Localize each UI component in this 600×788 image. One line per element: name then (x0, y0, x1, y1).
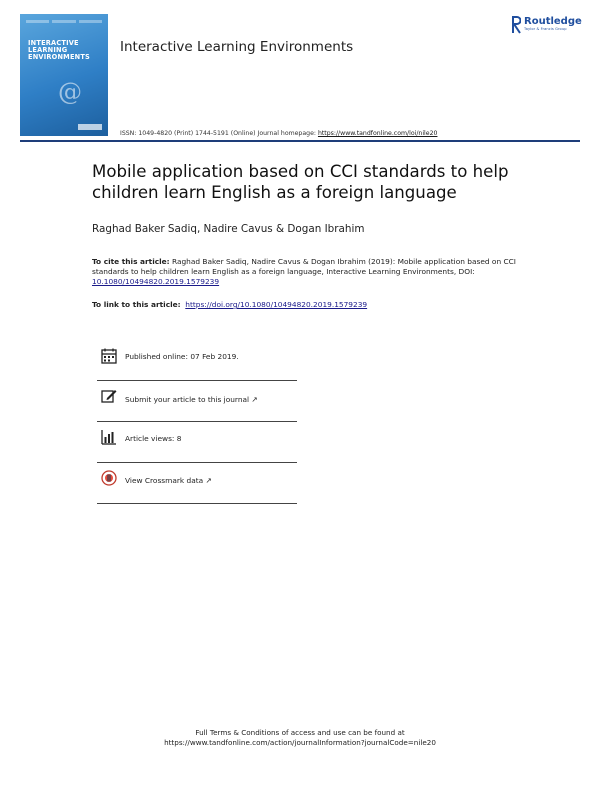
external-link-icon: ↗ (205, 476, 212, 485)
calendar-icon (101, 348, 117, 364)
divider (97, 421, 297, 422)
journal-title: Interactive Learning Environments (120, 39, 354, 55)
published-date: Published online: 07 Feb 2019. (125, 352, 239, 361)
footer-terms: Full Terms & Conditions of access and use can be found at https://www.tandfonline.com/action/journalInformation?journalCode=nile20 (0, 728, 600, 748)
link-label: To link to this article: (92, 300, 181, 309)
article-doi-link[interactable]: https://doi.org/10.1080/10494820.2019.1579239 (185, 300, 368, 309)
publisher-subtitle: Taylor & Francis Group (524, 27, 567, 31)
issn-line: ISSN: 1049-4820 (Print) 1744-5191 (Online) Journal homepage: https://www.tandfonline.com/loi/nile20 (120, 130, 438, 137)
cover-title: INTERACTIVE LEARNING ENVIRONMENTS (28, 39, 91, 62)
routledge-r-icon (511, 16, 521, 34)
footer-journal-link[interactable]: https://www.tandfonline.com/action/journalInformation?journalCode=nile20 (164, 738, 436, 747)
crossmark-link[interactable]: View Crossmark data ↗ (125, 476, 212, 485)
article-views: Article views: 8 (125, 434, 182, 443)
journal-homepage-link[interactable]: https://www.tandfonline.com/loi/nile20 (317, 130, 438, 137)
divider (97, 462, 297, 463)
external-link-icon: ↗ (251, 395, 258, 404)
citation-doi-link[interactable]: 10.1080/10494820.2019.1579239 (92, 277, 220, 287)
header-rule (20, 140, 580, 142)
citation-block (92, 257, 532, 288)
submit-row[interactable] (97, 386, 297, 424)
views-row (97, 427, 297, 465)
crossmark-icon (101, 470, 117, 486)
article-link-block (92, 300, 367, 309)
divider (97, 380, 297, 381)
cover-publisher-logo (78, 124, 102, 130)
submit-article-link[interactable]: Submit your article to this journal ↗ (125, 395, 258, 404)
published-row (97, 345, 297, 383)
edit-icon (101, 388, 117, 404)
citation-label: To cite this article: (92, 257, 170, 266)
article-title: Mobile application based on CCI standards to help children learn English as a foreign language (92, 162, 509, 202)
publisher-logo (511, 16, 582, 34)
cover-header-bar (26, 20, 102, 28)
article-authors: Raghad Baker Sadiq, Nadire Cavus & Dogan Ibrahim (92, 223, 365, 235)
bar-chart-icon (101, 429, 117, 445)
journal-cover (20, 14, 108, 136)
citation-text: Raghad Baker Sadiq, Nadire Cavus & Dogan Ibrahim (2019): Mobile application based on CCI standards to help children learn English as a foreign language, Interactive Learning Environments, DOI: (92, 257, 516, 277)
divider (97, 503, 297, 504)
publisher-name: Routledge (524, 16, 582, 27)
crossmark-row[interactable] (97, 468, 297, 506)
cover-at-symbol: @ (58, 78, 82, 106)
